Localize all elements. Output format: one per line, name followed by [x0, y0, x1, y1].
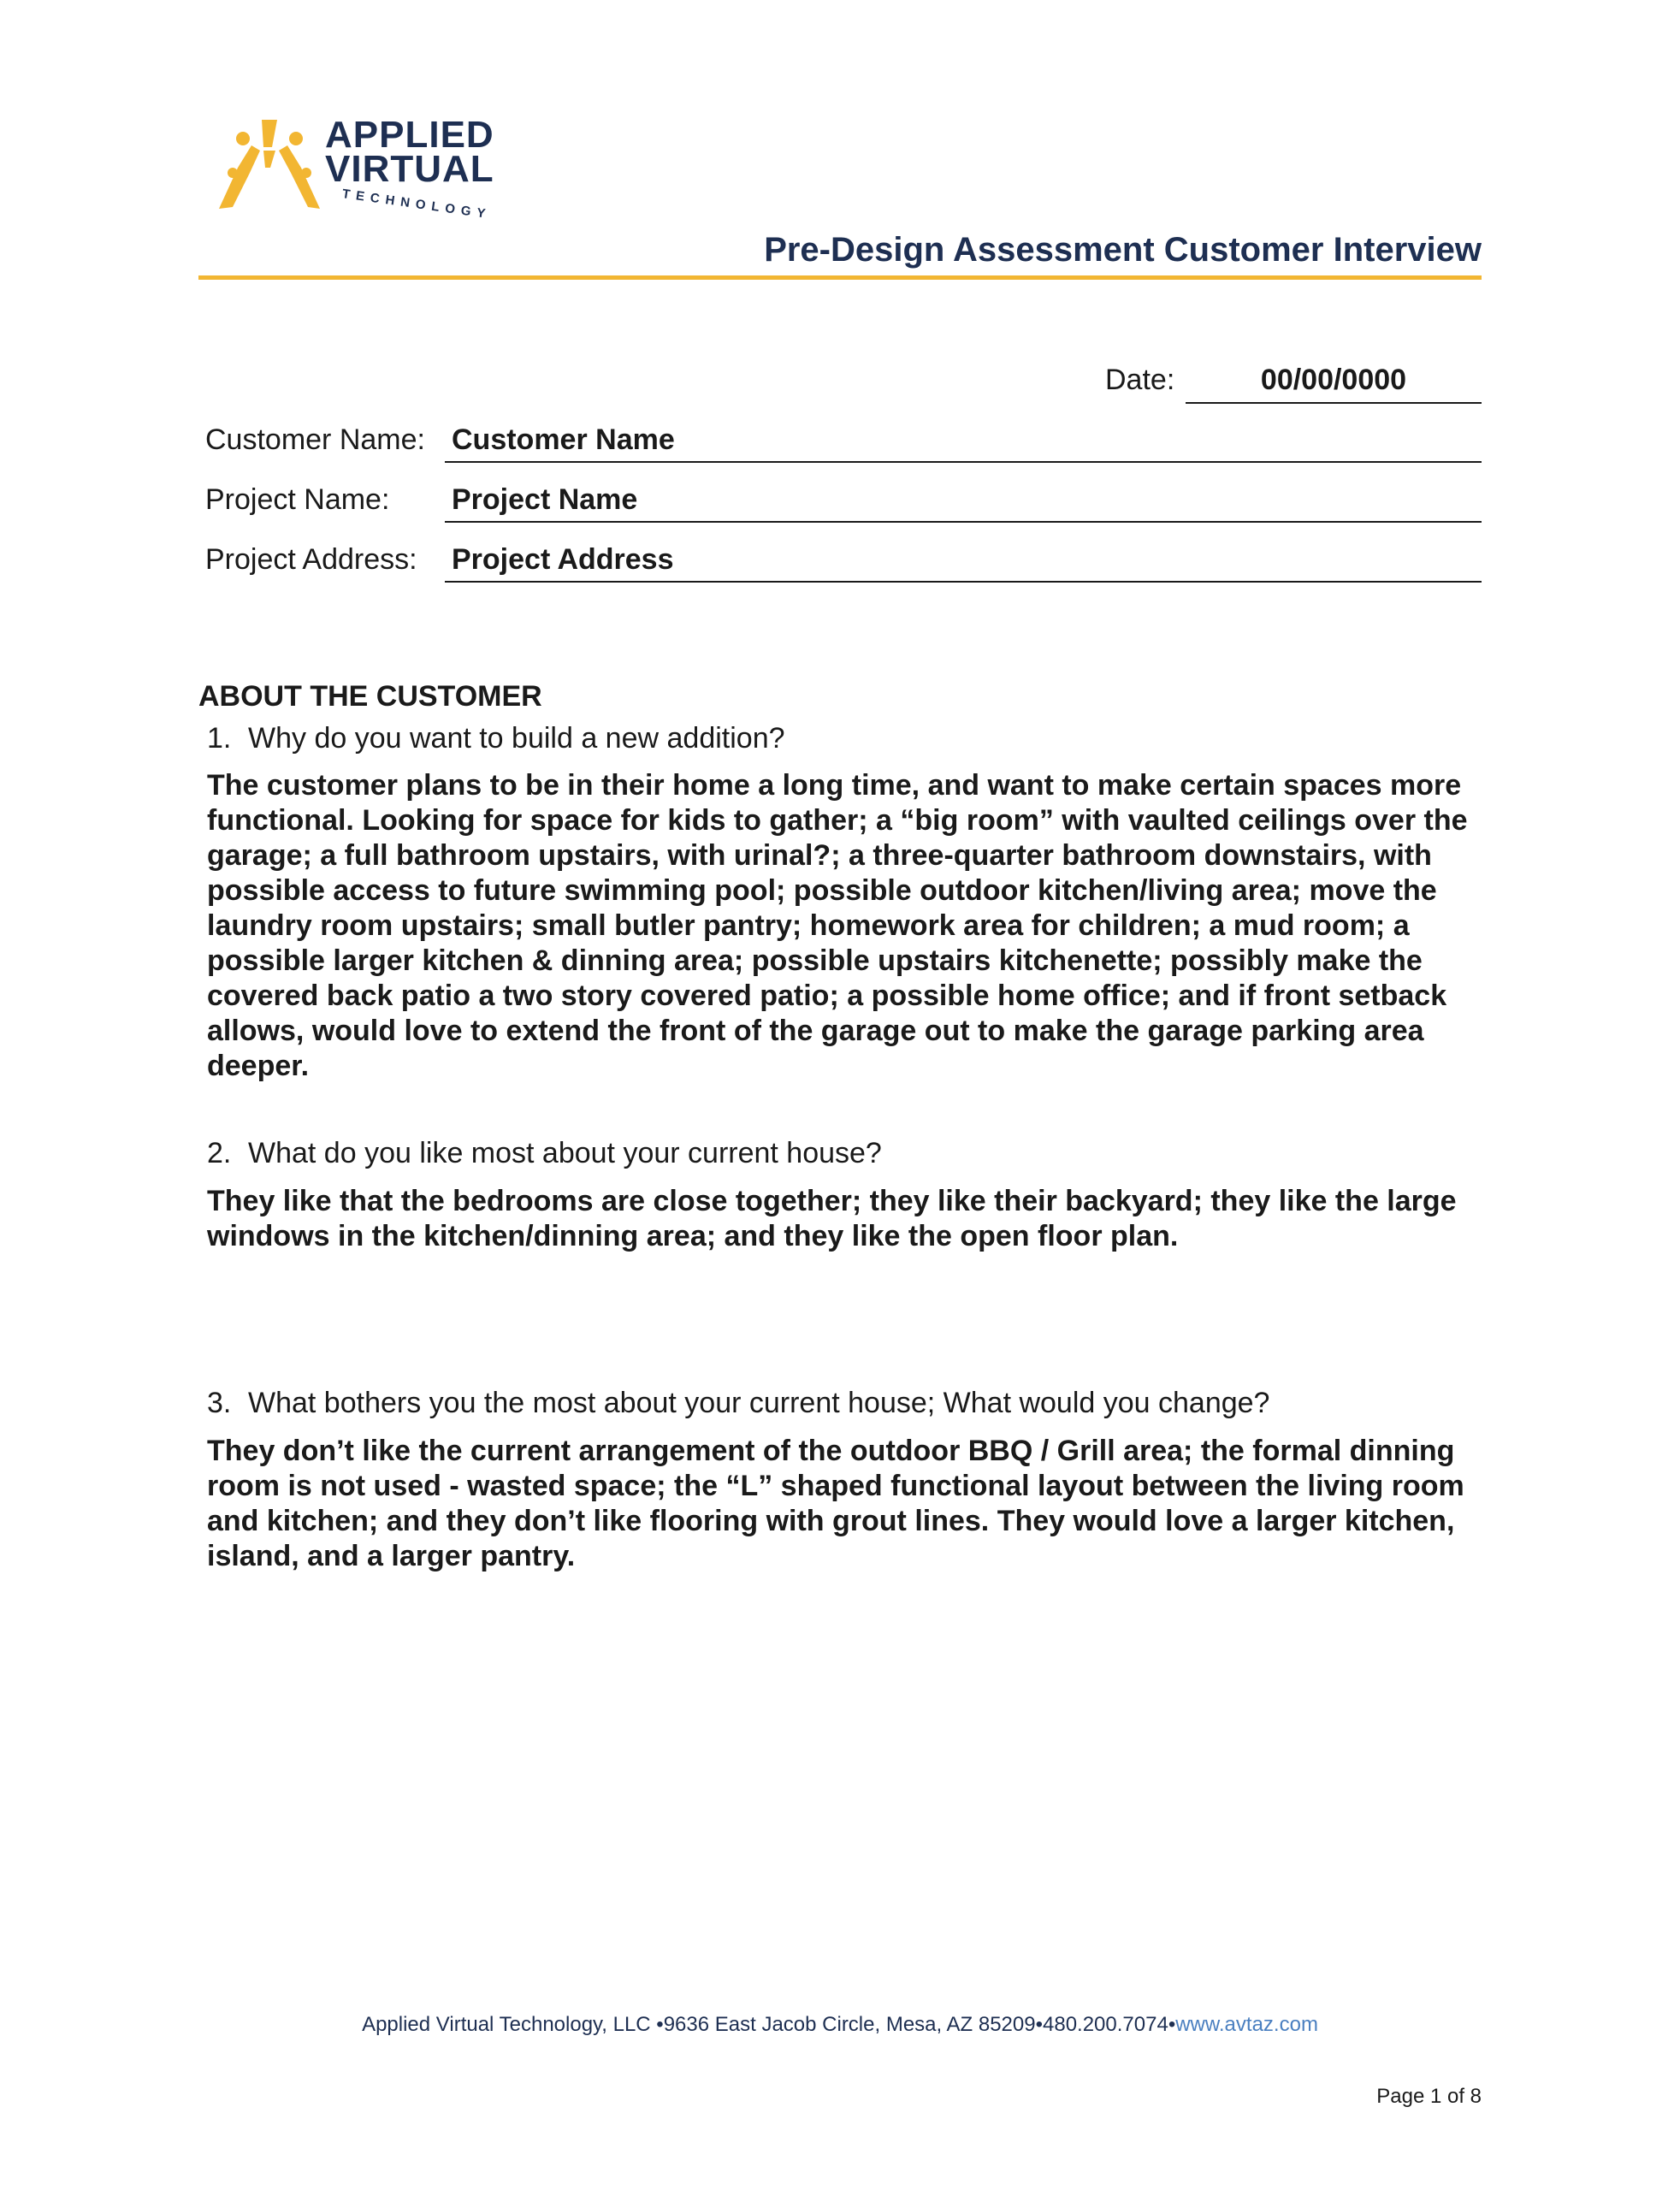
project-name-underline: [445, 521, 1482, 523]
website-link[interactable]: www.avtaz.com: [1175, 2013, 1318, 2036]
footer-address: Applied Virtual Technology, LLC •9636 East Jacob Circle, Mesa, AZ 85209•480.200.7074•: [362, 2013, 1176, 2036]
project-name-value[interactable]: Project Name: [452, 483, 638, 516]
page-number: Page 1 of 8: [1376, 2085, 1482, 2108]
question-text: What bothers you the most about your current house; What would you change?: [248, 1387, 1270, 1419]
project-address-underline: [445, 581, 1482, 583]
project-address-label: Project Address:: [205, 543, 417, 576]
answer-1: The customer plans to be in their home a long time, and want to make certain spaces more functional. Looking for space for kids to gather; a “big room” with vaulted ceilings over the garage; a full bathroom upstairs, with urinal?; a three-quarter bathroom downstairs, with possible access to future swimming pool; possible outdoor kitchen/living area; move the laundry room upstairs; small butler pantry; homework area for children; a mud room; a possible larger kitchen & dinning area; possible upstairs kitchenette; possibly make the covered back patio a two story covered patio; a possible home office; and if front setback allows, would love to extend the front of the garage out to make the garage parking area deeper.: [207, 769, 1468, 1082]
question-number: 1.: [207, 722, 232, 755]
answer-3: They don’t like the current arrangement of the outdoor BBQ / Grill area; the formal dinning room is not used - wasted space; the “L” shaped functional layout between the living room and kitchen; and they don’t like flooring with grout lines. They would love a larger kitchen, island, and a larger pantry.: [207, 1435, 1464, 1572]
question-3: [207, 1386, 1490, 1420]
title-divider: [198, 275, 1482, 280]
project-address-value[interactable]: Project Address: [452, 543, 674, 576]
question-2: [207, 1136, 1490, 1170]
brand-name-line2: VIRTUAL: [325, 148, 494, 190]
question-text: Why do you want to build a new addition?: [248, 722, 785, 755]
footer-address-line: [0, 2012, 1680, 2038]
question-number: 3.: [207, 1387, 232, 1419]
customer-name-underline: [445, 461, 1482, 463]
question-number: 2.: [207, 1137, 232, 1169]
document-title: Pre-Design Assessment Customer Interview: [764, 231, 1482, 269]
date-value[interactable]: 00/00/0000: [1260, 364, 1407, 396]
project-name-label: Project Name:: [205, 483, 390, 516]
brand-name-line1: APPLIED: [325, 114, 494, 156]
customer-name-value[interactable]: Customer Name: [452, 423, 675, 456]
section-heading: ABOUT THE CUSTOMER: [198, 680, 542, 713]
customer-name-label: Customer Name:: [205, 423, 425, 456]
brand-tagline: TECHNOLOGY: [340, 186, 493, 222]
question-1: [207, 721, 1490, 755]
date-underline: [1186, 402, 1482, 404]
question-text: What do you like most about your current house?: [248, 1137, 882, 1169]
answer-2: They like that the bedrooms are close together; they like their backyard; they like the large windows in the kitchen/dinning area; and they like the open floor plan.: [207, 1185, 1457, 1252]
date-label: Date:: [1105, 364, 1175, 396]
company-logo-icon: [212, 113, 323, 216]
